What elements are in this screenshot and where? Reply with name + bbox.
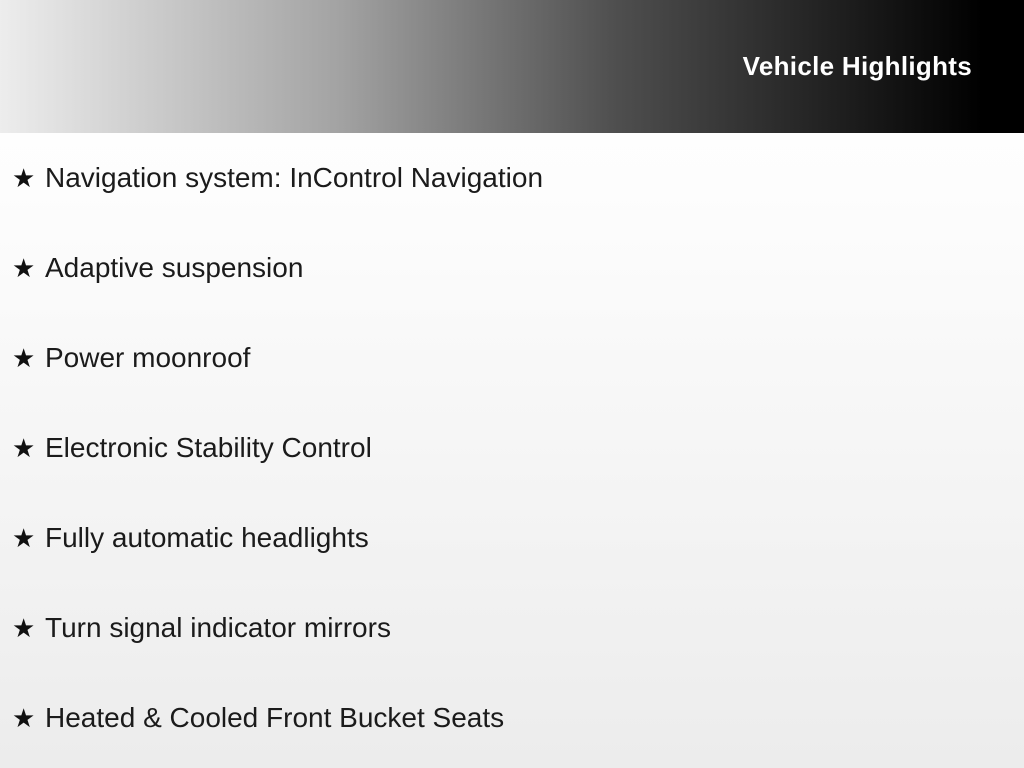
star-icon: ★ [12,253,36,283]
list-item-label: Turn signal indicator mirrors [45,612,391,643]
star-icon: ★ [12,433,36,463]
page-title: Vehicle Highlights [742,51,972,81]
list-item-label: Adaptive suspension [45,252,304,283]
list-item-label: Heated & Cooled Front Bucket Seats [45,702,505,733]
list-item [0,493,1024,583]
list-item-label: Power moonroof [45,342,251,373]
highlights-list [0,133,1024,763]
list-item [0,583,1024,673]
header-banner [0,0,1024,133]
star-icon: ★ [12,523,36,553]
star-icon: ★ [12,163,36,193]
star-icon: ★ [12,703,36,733]
star-icon: ★ [12,613,36,643]
star-icon: ★ [12,343,36,373]
list-item [0,403,1024,493]
list-item [0,313,1024,403]
list-item-label: Fully automatic headlights [45,522,369,553]
list-item [0,673,1024,763]
list-item [0,223,1024,313]
list-item-label: Navigation system: InControl Navigation [45,162,544,193]
list-item-label: Electronic Stability Control [45,432,372,463]
list-item [0,133,1024,223]
